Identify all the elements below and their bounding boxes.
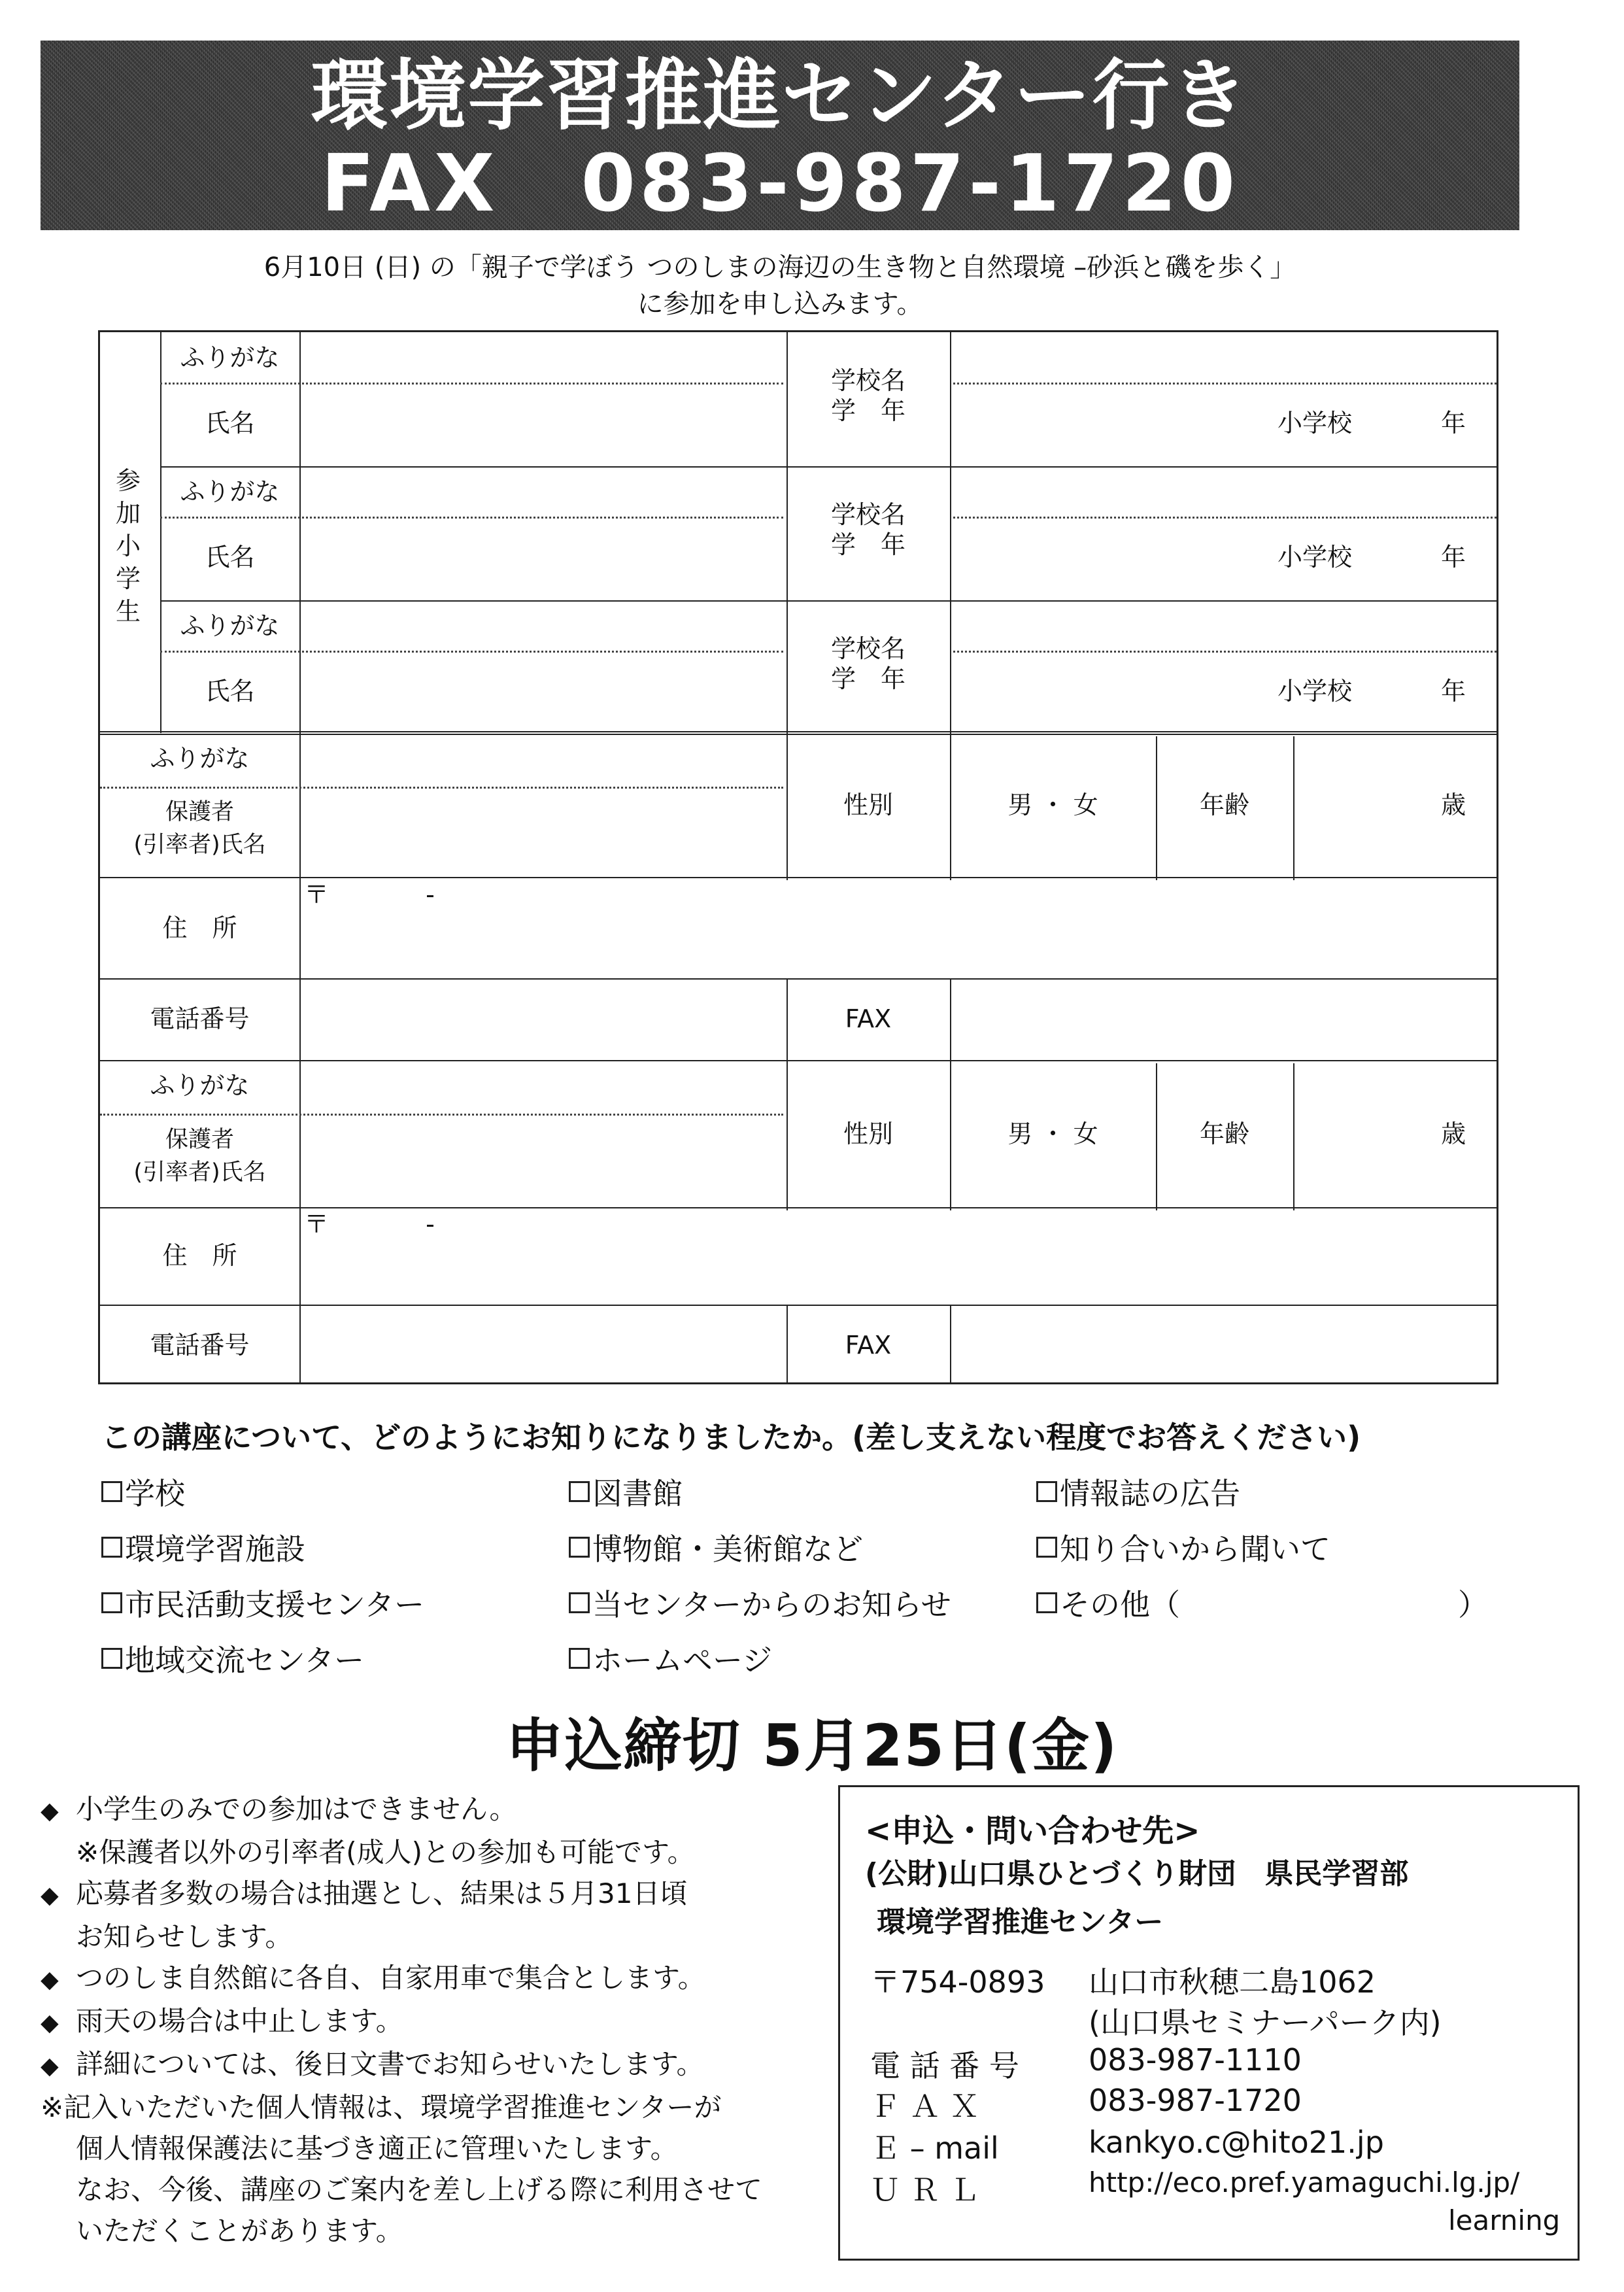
checkbox[interactable] bbox=[569, 1481, 590, 1502]
banner-fax: FAX 083-987-1720 bbox=[320, 139, 1240, 230]
furigana-label: ふりがな bbox=[150, 744, 250, 773]
checkbox[interactable] bbox=[1036, 1537, 1057, 1558]
school-suffix: 小学校 bbox=[1277, 409, 1352, 437]
contact-url-2[interactable]: learning bbox=[1448, 2204, 1561, 2236]
survey-question: この講座について、どのようにお知りになりましたか。(差し支えない程度でお答えください) bbox=[101, 1420, 1361, 1455]
application-form bbox=[98, 330, 1498, 1384]
name-label: 氏名 bbox=[205, 409, 255, 437]
checkbox[interactable] bbox=[101, 1592, 122, 1613]
guardian-label-1: 保護者 bbox=[165, 1127, 234, 1153]
gender-label: 性別 bbox=[843, 791, 893, 819]
banner-title: 環境学習推進センター行き bbox=[311, 50, 1249, 141]
contact-email[interactable]: kankyo.c@hito21.jp bbox=[1089, 2125, 1384, 2160]
deadline: 申込締切 5月25日(金) bbox=[505, 1712, 1119, 1779]
age-suffix: 歳 bbox=[1440, 791, 1466, 819]
checkbox[interactable] bbox=[1036, 1481, 1057, 1502]
furigana-label: ふりがな bbox=[180, 611, 280, 640]
contact-dept: 環境学習推進センター bbox=[877, 1906, 1164, 1939]
note-item: ◆ つのしま自然館に各自、自家用車で集合とします。 bbox=[41, 1957, 825, 2000]
option-center-notice[interactable]: 当センターからのお知らせ bbox=[569, 1581, 951, 1624]
gender-label: 性別 bbox=[843, 1120, 893, 1148]
fax-label: FAX bbox=[845, 1004, 892, 1033]
furigana-label: ふりがな bbox=[180, 343, 280, 372]
contact-url-1[interactable]: http://eco.pref.yamaguchi.lg.jp/ bbox=[1089, 2166, 1520, 2198]
postal-mark: 〒 bbox=[304, 880, 330, 909]
note-item: ◆ 雨天の場合は中止します。 bbox=[41, 2000, 825, 2044]
postal-label: 〒754-0893 bbox=[870, 1964, 1045, 2000]
note-item: 個人情報保護法に基づき適正に管理いたします。 bbox=[76, 2132, 678, 2164]
diamond-bullet-icon: ◆ bbox=[41, 1882, 59, 1909]
school-suffix: 小学校 bbox=[1277, 677, 1352, 706]
checkbox[interactable] bbox=[569, 1537, 590, 1558]
grade-suffix: 年 bbox=[1440, 677, 1466, 706]
school-name-label: 学校名 bbox=[830, 366, 905, 395]
gender-options[interactable]: 男 ・ 女 bbox=[1007, 791, 1098, 819]
school-name-label: 学校名 bbox=[830, 500, 905, 529]
url-label: Ｕ Ｒ Ｌ bbox=[870, 2172, 980, 2208]
grade-label: 学 年 bbox=[830, 530, 905, 559]
guardian-label-2: (引率者)氏名 bbox=[133, 832, 266, 858]
furigana-label: ふりがな bbox=[180, 477, 280, 506]
postal-dash: - bbox=[426, 880, 435, 909]
grade-label: 学 年 bbox=[830, 664, 905, 693]
other-close-paren: ） bbox=[1458, 1587, 1488, 1622]
note-item: ◆ 小学生のみでの参加はできません。 bbox=[41, 1788, 825, 1832]
guardian-label-2: (引率者)氏名 bbox=[133, 1159, 266, 1186]
checkbox[interactable] bbox=[101, 1481, 122, 1502]
school-suffix: 小学校 bbox=[1277, 543, 1352, 572]
address-label: 住 所 bbox=[162, 1241, 237, 1270]
contact-heading: <申込・問い合わせ先> bbox=[865, 1813, 1200, 1849]
checkbox[interactable] bbox=[101, 1648, 122, 1669]
diamond-bullet-icon: ◆ bbox=[41, 2010, 59, 2036]
contact-address-2: (山口県セミナーパーク内) bbox=[1089, 2005, 1442, 2040]
option-museum[interactable]: 博物館・美術館など bbox=[569, 1526, 863, 1569]
grade-suffix: 年 bbox=[1440, 543, 1466, 572]
option-school[interactable]: 学校 bbox=[101, 1470, 185, 1513]
furigana-label: ふりがな bbox=[150, 1071, 250, 1100]
age-suffix: 歳 bbox=[1440, 1120, 1466, 1148]
name-label: 氏名 bbox=[205, 677, 255, 706]
phone-label: 電話番号 bbox=[150, 1331, 250, 1360]
option-community-center[interactable]: 地域交流センター bbox=[101, 1637, 364, 1680]
note-item: ◆ 応募者多数の場合は抽選とし、結果は５月31日頃 bbox=[41, 1873, 825, 1916]
option-other[interactable]: その他（ bbox=[1036, 1581, 1180, 1624]
contact-address-1: 山口市秋穂二島1062 bbox=[1089, 1964, 1376, 2000]
checkbox[interactable] bbox=[1036, 1592, 1057, 1613]
postal-dash: - bbox=[426, 1210, 435, 1239]
postal-mark: 〒 bbox=[304, 1210, 330, 1239]
phone-label: 電話番号 bbox=[150, 1004, 250, 1033]
option-info-magazine[interactable]: 情報誌の広告 bbox=[1036, 1470, 1240, 1513]
note-item: いただくことがあります。 bbox=[76, 2215, 403, 2247]
diamond-bullet-icon: ◆ bbox=[41, 1966, 59, 1993]
diamond-bullet-icon: ◆ bbox=[41, 1798, 59, 1824]
note-item: ※記入いただいた個人情報は、環境学習推進センターが bbox=[41, 2091, 722, 2123]
fax-label: FAX bbox=[845, 1331, 892, 1360]
contact-tel[interactable]: 083-987-1110 bbox=[1089, 2042, 1302, 2078]
guardian-label-1: 保護者 bbox=[165, 799, 234, 825]
grade-suffix: 年 bbox=[1440, 409, 1466, 437]
intro-line-1: 6月10日 (日) の「親子で学ぼう つのしまの海辺の生き物と自然環境 –砂浜と磯を歩く」 bbox=[263, 252, 1296, 282]
option-env-facility[interactable]: 環境学習施設 bbox=[101, 1526, 305, 1569]
note-item: お知らせします。 bbox=[76, 1921, 293, 1953]
checkbox[interactable] bbox=[101, 1537, 122, 1558]
grade-label: 学 年 bbox=[830, 396, 905, 425]
age-label: 年齢 bbox=[1199, 791, 1249, 819]
contact-fax[interactable]: 083-987-1720 bbox=[1089, 2083, 1302, 2118]
checkbox[interactable] bbox=[569, 1592, 590, 1613]
intro-line-2: に参加を申し込みます。 bbox=[637, 289, 923, 319]
option-acquaintance[interactable]: 知り合いから聞いて bbox=[1036, 1526, 1330, 1569]
note-item: ※保護者以外の引率者(成人)との参加も可能です。 bbox=[76, 1836, 695, 1868]
option-civic-center[interactable]: 市民活動支援センター bbox=[101, 1581, 424, 1624]
note-item: ◆ 詳細については、後日文書でお知らせいたします。 bbox=[41, 2044, 825, 2087]
address-label: 住 所 bbox=[162, 914, 237, 942]
participant-label: 参 加 小 学 生 bbox=[115, 466, 141, 626]
gender-options[interactable]: 男 ・ 女 bbox=[1007, 1120, 1098, 1148]
note-item: なお、今後、講座のご案内を差し上げる際に利用させて bbox=[76, 2174, 763, 2206]
checkbox[interactable] bbox=[569, 1648, 590, 1669]
age-label: 年齢 bbox=[1199, 1120, 1249, 1148]
email-label: Ｅ – mail bbox=[870, 2130, 999, 2166]
header-banner bbox=[41, 41, 1519, 230]
option-library[interactable]: 図書館 bbox=[569, 1470, 683, 1513]
tel-label: 電 話 番 号 bbox=[870, 2048, 1019, 2083]
notes bbox=[41, 1788, 825, 2251]
school-name-label: 学校名 bbox=[830, 634, 905, 663]
fax-label: Ｆ Ａ Ｘ bbox=[870, 2089, 980, 2124]
contact-org: (公財)山口県ひとづくり財団 県民学習部 bbox=[865, 1857, 1409, 1890]
contact-box bbox=[838, 1785, 1580, 2261]
diamond-bullet-icon: ◆ bbox=[41, 2053, 59, 2079]
name-label: 氏名 bbox=[205, 543, 255, 572]
option-homepage[interactable]: ホームページ bbox=[569, 1637, 772, 1680]
